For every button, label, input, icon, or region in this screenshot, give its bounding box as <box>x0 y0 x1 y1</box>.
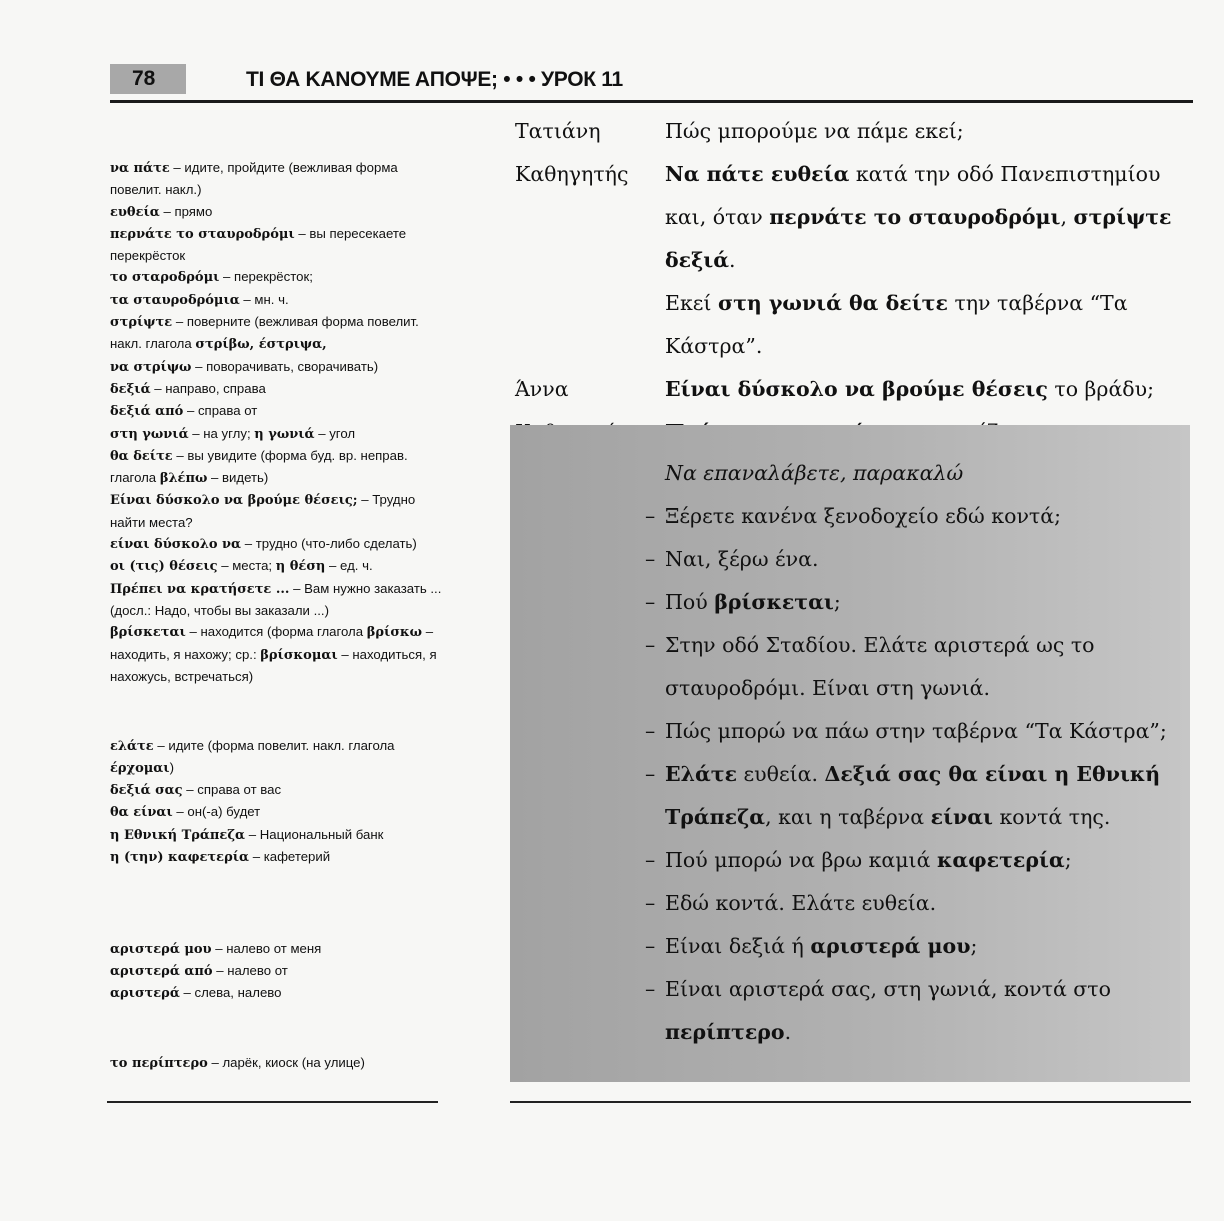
glossary-entry <box>110 223 450 267</box>
bold-term: είναι δύσκολο να <box>110 537 242 553</box>
bold-term: το περίπτερο <box>110 1055 208 1071</box>
dash-marker: – <box>645 762 656 786</box>
text-run: . <box>728 248 736 272</box>
page-number: 78 <box>110 64 186 94</box>
bold-term: βρίσκεται <box>110 625 186 641</box>
text-run: ευθεία. <box>737 762 825 786</box>
exercise-line <box>645 796 1185 839</box>
glossary-entry <box>110 846 450 868</box>
glossary-entry <box>110 801 450 823</box>
bold-term: αριστερά από <box>110 963 213 979</box>
text-run: – ед. ч. <box>325 558 373 574</box>
dialogue-line <box>665 368 1185 411</box>
bold-term: η θέση <box>275 559 326 575</box>
bold-term: βρίσκεται <box>714 590 834 614</box>
glossary-entry <box>110 621 450 687</box>
bold-term: καφετερία <box>936 848 1065 872</box>
text-run: Πού <box>665 590 715 614</box>
exercise-line <box>645 882 1185 925</box>
text-run: – находиться, я нахожусь, встречаться) <box>110 646 437 684</box>
glossary-entry <box>110 289 450 311</box>
dash-marker: – <box>645 504 656 528</box>
bold-term: βρίσκομαι <box>260 647 338 663</box>
text-run: το βράδυ; <box>1047 377 1155 401</box>
text-run: . <box>784 1020 792 1044</box>
speaker-text <box>665 110 1185 153</box>
bold-term: Είναι δύσκολο να βρούμε θέσεις <box>665 377 1048 401</box>
bold-term: οι (τις) θέσεις <box>110 559 218 575</box>
dialogue <box>515 110 1195 454</box>
text-run: σταυροδρόμι. Είναι στη γωνιά. <box>665 676 990 700</box>
bold-term: το σταροδρόμι <box>110 270 220 286</box>
text-run: – идите (форма повелит. накл. глагола <box>153 737 395 753</box>
text-run: – вы увидите (форма буд. вр. неправ. глагола <box>110 447 408 486</box>
text-run: Πώς μπορούμε να πάμε εκεί; <box>665 119 964 143</box>
text-run: – угол <box>314 425 356 441</box>
exercise-line <box>645 710 1185 753</box>
text-run: – места; <box>217 558 276 574</box>
text-run: ; <box>1064 848 1072 872</box>
exercise-line <box>645 581 1185 624</box>
exercise-line <box>645 1011 1185 1054</box>
bold-term: αριστερά μου <box>810 934 971 958</box>
speaker-name: Καθηγητής <box>515 162 629 186</box>
text-run: Ξέρετε κανένα ξενοδοχείο εδώ κοντά; <box>665 504 1061 528</box>
text-run: – поворачивать, сворачивать) <box>191 358 379 374</box>
dash-marker: – <box>645 977 656 1001</box>
text-run: – вы пересекаете перекрёсток <box>110 225 407 264</box>
text-run: – направо, справа <box>150 380 266 396</box>
text-run: – видеть) <box>207 470 269 486</box>
glossary-entry <box>110 356 450 378</box>
text-run: – слева, налево <box>179 985 282 1001</box>
exercise-line <box>645 839 1185 882</box>
header-rule <box>110 100 1193 103</box>
glossary-entry <box>110 555 450 577</box>
dialogue-turn <box>515 153 1195 368</box>
bold-term: στη γωνιά <box>110 426 189 442</box>
dash-marker: – <box>645 590 656 614</box>
text-run: – налево от <box>212 962 288 978</box>
bold-term: δεξιά σας <box>110 783 183 799</box>
bold-term: περνάτε το σταυροδρόμι <box>769 205 1061 229</box>
glossary-entry <box>110 578 450 622</box>
text-run: – мн. ч. <box>239 291 289 307</box>
glossary-spacer <box>110 700 450 721</box>
dialogue-line <box>665 282 1185 325</box>
glossary-entry <box>110 982 450 1004</box>
bold-term: έρχομαι <box>110 760 170 776</box>
glossary-entry <box>110 157 450 201</box>
glossary-entry <box>110 489 450 533</box>
text-run: – Трудно найти места? <box>110 492 416 530</box>
glossary-entry <box>110 938 450 960</box>
text-run: Πού μπορώ να βρω καμιά <box>665 848 937 872</box>
bold-term: τα σταυροδρόμια <box>110 292 240 308</box>
glossary-entry <box>110 445 450 490</box>
dialogue-line <box>665 110 1185 153</box>
glossary-entry <box>110 311 450 356</box>
exercise-line <box>645 538 1185 581</box>
footer-rule-right <box>510 1101 1191 1103</box>
text-run: και, όταν <box>665 205 770 229</box>
glossary-entry <box>110 400 450 422</box>
text-run: κοντά της. <box>992 805 1111 829</box>
dialogue-turn <box>515 110 1195 153</box>
glossary-entry <box>110 266 450 288</box>
bold-term: αριστερά μου <box>110 941 212 957</box>
bold-term: ελάτε <box>110 738 154 754</box>
bold-term: Ελάτε <box>665 762 738 786</box>
text-run: – справа от <box>183 403 258 419</box>
bold-term: στη γωνιά θα δείτε <box>717 291 948 315</box>
bold-term: θα είναι <box>110 805 173 821</box>
speaker-text <box>665 153 1185 368</box>
dialogue-line <box>665 196 1185 282</box>
text-run: – справа от вас <box>182 782 282 798</box>
bold-term: δεξιά <box>110 381 151 397</box>
bold-term: η Εθνική Τράπεζα <box>110 827 246 843</box>
glossary-entry <box>110 735 450 780</box>
exercise-line <box>645 968 1185 1011</box>
text-run: Στην οδό Σταδίου. Ελάτε αριστερά ως το <box>665 633 1095 657</box>
glossary-entry <box>110 533 450 555</box>
text-run: – ларёк, киоск (на улице) <box>207 1054 365 1070</box>
bold-term: Είναι δύσκολο να βρούμε θέσεις; <box>110 493 358 509</box>
dialogue-line <box>665 325 1185 368</box>
text-run: Κάστρα”. <box>665 334 763 358</box>
glossary-spacer <box>110 1018 450 1039</box>
bold-term: βρίσκω <box>366 625 423 641</box>
dash-marker: – <box>645 848 656 872</box>
text-run: , <box>1060 205 1074 229</box>
text-run: Είναι δεξιά ή <box>665 934 811 958</box>
glossary-entry <box>110 423 450 445</box>
exercise-line <box>645 495 1185 538</box>
text-run: κατά την οδό Πανεπιστημίου <box>849 162 1161 186</box>
glossary-entry <box>110 824 450 846</box>
glossary-entry <box>110 201 450 223</box>
bold-term: δεξιά από <box>110 404 184 420</box>
text-run: Ναι, ξέρω ένα. <box>665 547 819 571</box>
dash-marker: – <box>645 891 656 915</box>
glossary-spacer <box>110 881 450 924</box>
speaker-name: Άννα <box>515 377 569 401</box>
glossary-entry <box>110 1052 450 1074</box>
glossary-entry <box>110 960 450 982</box>
repeat-exercise <box>645 452 1185 1054</box>
bold-term: περνάτε το σταυροδρόμι <box>110 226 295 242</box>
bold-term: αριστερά <box>110 986 180 1002</box>
glossary-entry <box>110 378 450 400</box>
text-run: ) <box>169 759 174 775</box>
page-header-title: ΤΙ ΘΑ ΚΑΝΟΥΜΕ ΑΠΟΨΕ; • • • УРОК 11 <box>246 68 623 91</box>
bold-term: ευθεία <box>110 204 160 220</box>
bold-term: βλέπω <box>159 471 208 487</box>
dash-marker: – <box>645 633 656 657</box>
text-run: – Национальный банк <box>245 826 384 842</box>
dialogue-line <box>665 153 1185 196</box>
text-run: – налево от меня <box>211 940 322 956</box>
bold-term: Δεξιά σας θα είναι η Εθνική <box>824 762 1161 786</box>
bold-term: θα δείτε <box>110 448 173 464</box>
text-run: – он(-а) будет <box>172 804 261 820</box>
dash-marker: – <box>645 719 656 743</box>
text-run: , και η ταβέρνα <box>765 805 931 829</box>
bold-term: Τράπεζα <box>665 805 766 829</box>
text-run: – трудно (что-либо сделать) <box>241 536 417 552</box>
bold-term: στρίβω, έστριψα, <box>195 337 327 353</box>
text-run: Πώς μπορώ να πάω στην ταβέρνα “Τα Κάστρα”; <box>665 719 1167 743</box>
dialogue-turn <box>515 368 1195 411</box>
text-run: – находить, я нахожу; ср.: <box>110 624 434 662</box>
bold-term: Πρέπει να κρατήσετε ... <box>110 581 290 597</box>
bold-term: να στρίψω <box>110 359 192 375</box>
text-run: – Вам нужно заказать ... (досл.: Надо, чтобы вы заказали ...) <box>110 580 442 618</box>
exercise-title: Να επαναλάβετε, παρακαλώ <box>665 461 964 485</box>
glossary-entry <box>110 779 450 801</box>
bold-term: στρίψτε <box>110 315 173 331</box>
exercise-line <box>645 925 1185 968</box>
exercise-line <box>645 667 1185 710</box>
bold-term: περίπτερο <box>665 1020 785 1044</box>
text-run: Είναι αριστερά σας, στη γωνιά, κοντά στο <box>665 977 1111 1001</box>
text-run: – перекрёсток; <box>219 269 313 285</box>
bold-term: να πάτε <box>110 161 170 176</box>
text-run: – прямо <box>159 203 213 219</box>
bold-term: στρίψτε δεξιά <box>665 205 1172 272</box>
exercise-line <box>645 753 1185 796</box>
bold-term: η γωνιά <box>254 426 315 442</box>
dash-marker: – <box>645 934 656 958</box>
text-run: Εδώ κοντά. Ελάτε ευθεία. <box>665 891 937 915</box>
dash-marker: – <box>645 547 656 571</box>
text-run: ; <box>970 934 978 958</box>
text-run: Εκεί <box>665 291 718 315</box>
exercise-line <box>645 624 1185 667</box>
text-run: – кафетерий <box>249 848 331 864</box>
text-run: την ταβέρνα “Τα <box>947 291 1128 315</box>
speaker-text <box>665 368 1185 411</box>
bold-term: Να πάτε ευθεία <box>665 162 850 186</box>
footer-rule-left <box>107 1101 438 1103</box>
vocabulary-glossary <box>110 157 450 1074</box>
text-run: ; <box>833 590 841 614</box>
bold-term: είναι <box>930 805 993 829</box>
text-run: – поверните (вежливая форма повелит. накл. глагола <box>110 314 419 352</box>
text-run: – на углу; <box>188 425 255 441</box>
bold-term: η (την) καφετερία <box>110 849 250 865</box>
speaker-name: Τατιάνη <box>515 119 601 143</box>
text-run: – идите, пройдите (вежливая форма повелит. накл.) <box>110 160 398 198</box>
text-run: – находится (форма глагола <box>185 624 367 640</box>
